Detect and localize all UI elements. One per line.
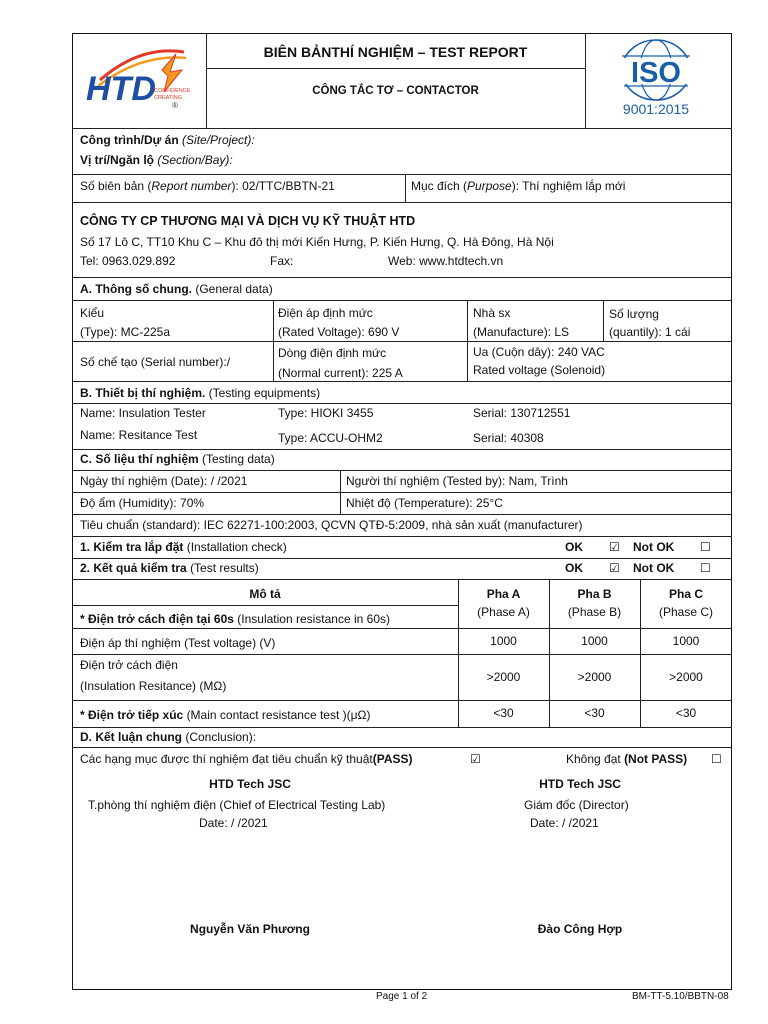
- test-voltage-c: 1000: [672, 634, 700, 648]
- section-d-heading: D. Kết luận chung (Conclusion):: [80, 730, 257, 744]
- phase-a-sub: (Phase A): [477, 605, 530, 619]
- divider: [458, 579, 459, 727]
- equipment-2-name: Name: Resitance Test: [80, 428, 198, 442]
- not-pass-label: Không đạt (Not PASS): [566, 752, 688, 766]
- voltage-label: Điện áp định mức: [278, 306, 373, 320]
- results-notok-checkbox[interactable]: ☐: [700, 561, 711, 575]
- not-pass-checkbox[interactable]: ☐: [711, 752, 722, 766]
- contact-c: <30: [675, 706, 697, 720]
- quantity-value: (quantily): 1 cái: [609, 325, 691, 339]
- divider: [72, 514, 732, 515]
- divider: [72, 403, 732, 404]
- section-c-heading: C. Số liệu thí nghiệm (Testing data): [80, 452, 275, 466]
- test-voltage-a: 1000: [490, 634, 517, 648]
- divider: [72, 492, 732, 493]
- divider: [405, 174, 406, 202]
- company-address: Số 17 Lô C, TT10 Khu C – Khu đô thị mới Kiến Hưng, P. Kiến Hưng, Q. Hà Đông, Hà Nội: [80, 235, 554, 249]
- insulation-c: >2000: [669, 670, 703, 684]
- htd-logo: [80, 40, 200, 120]
- report-subtitle: CÔNG TẮC TƠ – CONTACTOR: [312, 85, 479, 97]
- svg-text:CONFIDENCE: CONFIDENCE: [154, 88, 191, 94]
- divider: [549, 579, 550, 727]
- header-bottom-line: [72, 128, 732, 129]
- divider: [72, 202, 732, 203]
- divider: [72, 536, 732, 537]
- phase-c-header: Pha C: [668, 587, 703, 601]
- contact-b: <30: [584, 706, 605, 720]
- insulation-a: >2000: [486, 670, 521, 684]
- phase-b-sub: (Phase B): [567, 605, 622, 619]
- installation-check-label: 1. Kiểm tra lắp đặt (Installation check): [80, 540, 287, 554]
- humidity: Độ ẩm (Humidity): 70%: [80, 496, 205, 510]
- divider: [72, 628, 732, 629]
- insulation-label-vi: Điện trở cách điện: [80, 658, 178, 672]
- right-signer-name: Đào Công Hợp: [537, 922, 623, 936]
- divider: [72, 449, 732, 450]
- installation-notok-checkbox[interactable]: ☐: [700, 540, 711, 554]
- tested-by: Người thí nghiệm (Tested by): Nam, Trình: [346, 474, 568, 488]
- pass-checkbox[interactable]: ☑: [470, 752, 481, 766]
- pass-statement: Các hạng mục được thí nghiệm đạt tiêu chuẩn kỹ thuật(PASS): [80, 752, 413, 766]
- report-title: BIÊN BẢNTHÍ NGHIỆM – TEST REPORT: [263, 44, 528, 60]
- company-web: Web: www.htdtech.vn: [388, 254, 504, 268]
- iso-text: ISO: [631, 57, 681, 89]
- equipment-1-type: Type: HIOKI 3455: [278, 406, 374, 420]
- type-label: Kiểu: [80, 306, 105, 320]
- current-label: Dòng điện định mức: [278, 346, 387, 360]
- description-header: Mô tả: [249, 587, 281, 601]
- test-date: Ngày thí nghiệm (Date): / /2021: [80, 474, 248, 488]
- divider: [72, 605, 458, 606]
- phase-c-sub: (Phase C): [658, 605, 714, 619]
- svg-text:CREATING: CREATING: [154, 95, 183, 101]
- right-date: Date: / /2021: [530, 816, 599, 830]
- current-value: (Normal current): 225 A: [278, 366, 403, 380]
- serial-number: Số chế tạo (Serial number):/: [80, 355, 231, 369]
- report-frame: [72, 33, 732, 990]
- company-fax: Fax:: [270, 254, 294, 268]
- iso-standard: 9001:2015: [622, 101, 690, 117]
- installation-ok-label: OK: [565, 540, 583, 554]
- divider: [72, 341, 732, 342]
- results-ok-label: OK: [565, 561, 583, 575]
- type-value: (Type): MC-225a: [80, 325, 171, 339]
- equipment-1-name: Name: Insulation Tester: [80, 406, 206, 420]
- company-name: CÔNG TY CP THƯƠNG MẠI VÀ DỊCH VỤ KỸ THUẬT HTD: [80, 214, 416, 228]
- equipment-2-type: Type: ACCU-OHM2: [278, 431, 383, 445]
- page-number: Page 1 of 2: [376, 991, 428, 1002]
- results-ok-checkbox[interactable]: ☑: [609, 561, 620, 575]
- phase-a-header: Pha A: [486, 587, 521, 601]
- test-voltage-label: Điện áp thí nghiệm (Test voltage) (V): [80, 636, 276, 650]
- divider: [72, 381, 732, 382]
- coil-voltage-en: Rated voltage (Solenoid): [473, 363, 606, 377]
- results-notok-label: Not OK: [633, 561, 675, 575]
- company-tel: Tel: 0963.029.892: [80, 254, 176, 268]
- temperature: Nhiệt độ (Temperature): 25°C: [346, 496, 503, 510]
- divider: [72, 727, 732, 728]
- divider: [72, 470, 732, 471]
- header-divider-right: [585, 33, 586, 128]
- svg-text:®: ®: [172, 101, 178, 110]
- header-mid-line: [206, 68, 585, 69]
- section-b-heading: B. Thiết bị thí nghiệm. (Testing equipments): [80, 386, 321, 400]
- divider: [640, 579, 641, 727]
- divider: [72, 747, 732, 748]
- voltage-value: (Rated Voltage): 690 V: [278, 325, 400, 339]
- left-role: T.phòng thí nghiệm điện (Chief of Electrical Testing Lab): [88, 798, 386, 812]
- test-voltage-b: 1000: [581, 634, 608, 648]
- coil-voltage: Ua (Cuộn dây): 240 VAC: [473, 345, 605, 359]
- form-code: BM-TT-5.10/BBTN-08: [632, 991, 729, 1002]
- contact-a: <30: [493, 706, 514, 720]
- right-role: Giám đốc (Director): [524, 798, 629, 812]
- divider: [72, 654, 732, 655]
- divider: [72, 277, 732, 278]
- divider: [603, 300, 604, 341]
- equipment-1-serial: Serial: 130712551: [473, 406, 571, 420]
- left-date: Date: / /2021: [199, 816, 268, 830]
- test-results-label: 2. Kết quả kiểm tra (Test results): [80, 561, 259, 575]
- insulation-title: * Điện trở cách điện tại 60s (Insulation resistance in 60s): [80, 612, 391, 626]
- quantity-label: Số lượng: [609, 307, 659, 321]
- equipment-2-serial: Serial: 40308: [473, 431, 544, 445]
- section-bay-label: Vị trí/Ngăn lộ (Section/Bay):: [80, 153, 233, 167]
- manufacture-label: Nhà sx: [473, 306, 511, 320]
- installation-notok-label: Not OK: [633, 540, 675, 554]
- phase-b-header: Pha B: [577, 587, 612, 601]
- insulation-label-en: (Insulation Resitance) (MΩ): [80, 679, 227, 693]
- divider: [72, 174, 732, 175]
- report-purpose: Mục đích (Purpose): Thí nghiệm lắp mới: [411, 179, 626, 193]
- logo-text: HTD: [86, 70, 156, 108]
- installation-ok-checkbox[interactable]: ☑: [609, 540, 620, 554]
- divider: [72, 558, 732, 559]
- left-company: HTD Tech JSC: [209, 777, 291, 791]
- divider: [72, 300, 732, 301]
- divider: [72, 579, 732, 580]
- section-a-heading: A. Thông số chung. (General data): [80, 282, 273, 296]
- right-company: HTD Tech JSC: [539, 777, 621, 791]
- site-project-label: Công trình/Dự án (Site/Project):: [80, 133, 255, 147]
- left-signer-name: Nguyễn Văn Phương: [190, 922, 310, 936]
- insulation-b: >2000: [577, 670, 612, 684]
- test-standard: Tiêu chuẩn (standard): IEC 62271-100:2003, QCVN QTĐ-5:2009, nhà sản xuất (manufacturer): [80, 518, 583, 532]
- report-number: Số biên bản (Report number): 02/TTC/BBTN-21: [80, 179, 335, 193]
- divider: [72, 700, 732, 701]
- iso-logo: [606, 36, 706, 124]
- manufacture-value: (Manufacture): LS: [473, 325, 570, 339]
- contact-resistance-label: * Điện trở tiếp xúc (Main contact resistance test )(μΩ): [80, 708, 371, 722]
